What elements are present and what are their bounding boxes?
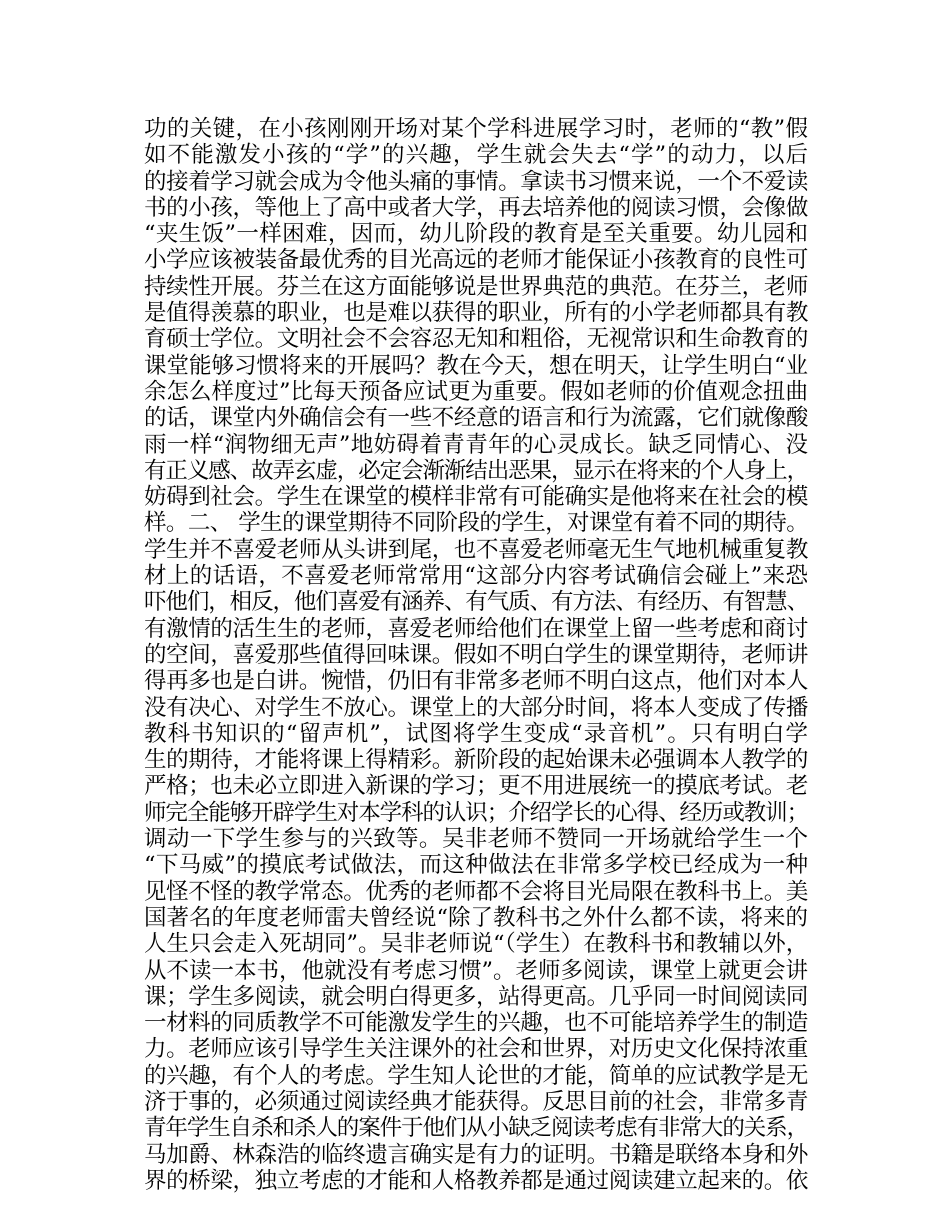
text-line: 界的桥梁，独立考虑的才能和人格教养都是通过阅读建立起来的。依 (144, 1167, 809, 1194)
text-line: 小学应该被装备最优秀的目光高远的老师才能保证小孩教育的良性可 (144, 247, 809, 274)
text-line: 课；学生多阅读，就会明白得更多，站得更高。几乎同一时间阅读同 (144, 983, 809, 1010)
text-line: 吓他们，相反，他们喜爱有涵养、有气质、有方法、有经历、有智慧、 (144, 589, 808, 616)
text-line: 生的期待，才能将课上得精彩。新阶段的起始课未必强调本人教学的 (144, 747, 809, 774)
text-line: 是值得羡慕的职业，也是难以获得的职业，所有的小学老师都具有教 (144, 300, 809, 327)
text-line: “夹生饭”一样困难，因而，幼儿阶段的教育是至关重要。幼儿园和 (144, 221, 808, 248)
text-line: 见怪不怪的教学常态。优秀的老师都不会将目光局限在教科书上。美 (144, 878, 809, 905)
text-line: 书的小孩，等他上了高中或者大学，再去培养他的阅读习惯，会像做 (144, 194, 809, 221)
text-line: 教科书知识的“留声机”，试图将学生变成“录音机”。只有明白学 (144, 720, 808, 747)
text-line: 余怎么样度过”比每天预备应试更为重要。假如老师的价值观念扭曲 (144, 378, 809, 405)
text-line: “下马威”的摸底考试做法，而这种做法在非常多学校已经成为一种 (144, 852, 808, 879)
text-line: 师完全能够开辟学生对本学科的认识；介绍学长的心得、经历或教训； (144, 799, 808, 826)
text-line: 力。老师应该引导学生关注课外的社会和世界，对历史文化保持浓重 (144, 1036, 809, 1063)
body-text (144, 116, 808, 1194)
text-line: 调动一下学生参与的兴致等。吴非老师不赞同一开场就给学生一个 (144, 826, 808, 853)
text-line: 严格；也未必立即进入新课的学习；更不用进展统一的摸底考试。老 (144, 773, 809, 800)
text-line: 的话，课堂内外确信会有一些不经意的语言和行为流露，它们就像酸 (144, 405, 809, 432)
text-line: 的空间，喜爱那些值得回味课。假如不明白学生的课堂期待，老师讲 (144, 641, 809, 668)
text-line: 学生并不喜爱老师从头讲到尾，也不喜爱老师毫无生气地机械重复教 (144, 536, 809, 563)
text-line: 得再多也是白讲。惋惜，仍旧有非常多老师不明白这点，他们对本人 (144, 668, 809, 695)
text-line: 如不能激发小孩的“学”的兴趣，学生就会失去“学”的动力，以后 (144, 142, 808, 169)
text-line: 有正义感、故弄玄虚，必定会渐渐结出恶果，显示在将来的个人身上， (144, 457, 808, 484)
text-line: 妨碍到社会。学生在课堂的模样非常有可能确实是他将来在社会的模 (144, 484, 809, 511)
text-line: 有激情的活生生的老师，喜爱老师给他们在课堂上留一些考虑和商讨 (144, 615, 809, 642)
text-line: 青年学生自杀和杀人的案件于他们从小缺乏阅读考虑有非常大的关系， (144, 1115, 808, 1142)
text-line: 样。二、 学生的课堂期待不同阶段的学生，对课堂有着不同的期待。 (144, 510, 809, 537)
text-line: 课堂能够习惯将来的开展吗？教在今天，想在明天，让学生明白“业 (144, 352, 809, 379)
text-line: 马加爵、林森浩的临终遗言确实是有力的证明。书籍是联络本身和外 (144, 1141, 809, 1168)
text-line: 持续性开展。芬兰在这方面能够说是世界典范的典范。在芬兰，老师 (144, 273, 809, 300)
text-line: 一材料的同质教学不可能激发学生的兴趣，也不可能培养学生的制造 (144, 1010, 809, 1037)
text-line: 雨一样“润物细无声”地妨碍着青青年的心灵成长。缺乏同情心、没 (144, 431, 808, 458)
text-line: 国著名的年度老师雷夫曾经说“除了教科书之外什么都不读，将来的 (144, 904, 809, 931)
text-line: 育硕士学位。文明社会不会容忍无知和粗俗，无视常识和生命教育的 (144, 326, 809, 353)
text-line: 材上的话语，不喜爱老师常常用“这部分内容考试确信会碰上”来恐 (144, 563, 808, 590)
text-line: 的兴趣，有个人的考虑。学生知人论世的才能，简单的应试教学是无 (144, 1062, 809, 1089)
text-line: 从不读一本书，他就没有考虑习惯”。老师多阅读，课堂上就更会讲 (144, 957, 809, 984)
text-line: 的接着学习就会成为令他头痛的事情。拿读书习惯来说，一个不爱读 (144, 168, 809, 195)
text-line: 没有决心、对学生不放心。课堂上的大部分时间，将本人变成了传播 (144, 694, 809, 721)
text-line: 功的关键，在小孩刚刚开场对某个学科进展学习时，老师的“教”假 (144, 116, 808, 142)
text-line: 人生只会走入死胡同”。吴非老师说“（学生）在教科书和教辅以外， (144, 931, 809, 958)
text-line: 济于事的，必须通过阅读经典才能获得。反思目前的社会，非常多青 (144, 1088, 809, 1115)
